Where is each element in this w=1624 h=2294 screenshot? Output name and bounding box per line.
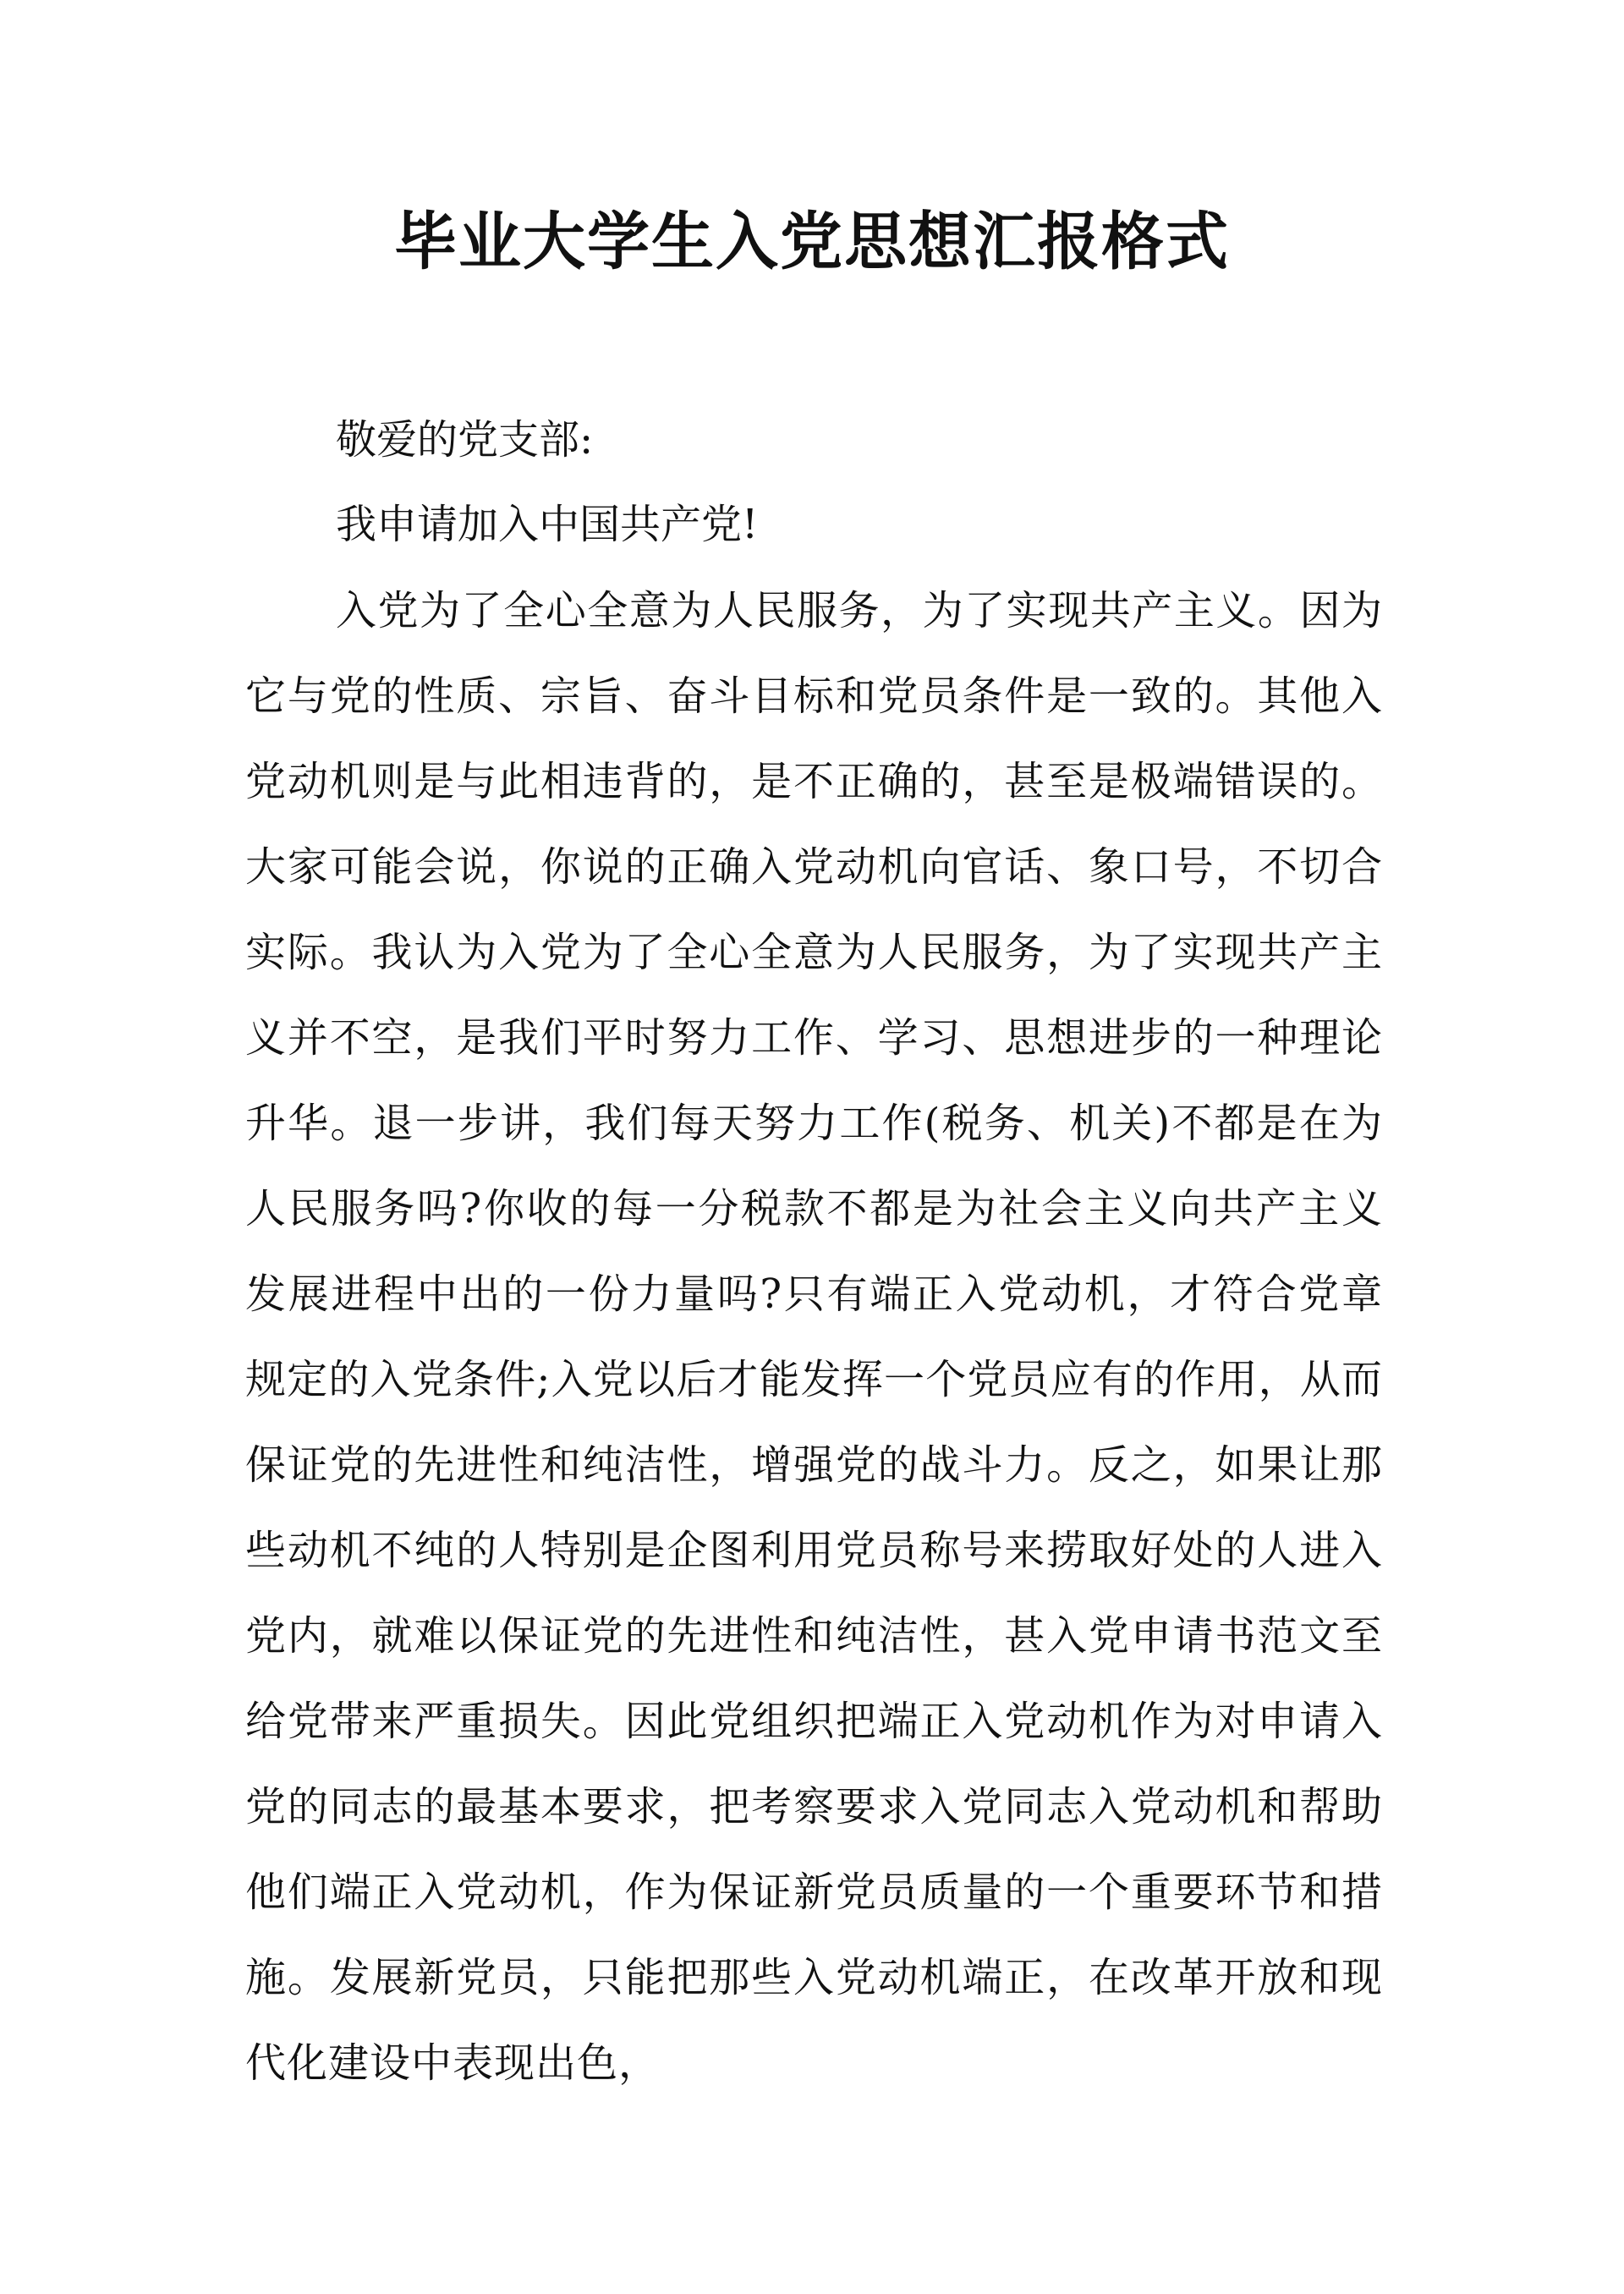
body-paragraph: 入党为了全心全意为人民服务，为了实现共产主义。因为它与党的性质、宗旨、奋斗目标和党员条件是一致的。其他入党动机则是与此相违背的，是不正确的，甚至是极端错误的。大家可能会说，你说的正确入党动机向官话、象口号，不切合实际。我认为入党为了全心全意为人民服务，为了实现共产主义并不空，是我们平时努力工作、学习、思想进步的一种理论升华。退一步讲，我们每天努力工作(税务、机关)不都是在为人民服务吗?你收的每一分税款不都是为社会主义向共产主义发展进程中出的一份力量吗?只有端正入党动机，才符合党章规定的入党条件;入党以后才能发挥一个党员应有的作用，从而保证党的先进性和纯洁性，增强党的战斗力。反之，如果让那些动机不纯的人特别是企图利用党员称号来捞取好处的人进入党内，就难以保证党的先进性和纯洁性，甚入党申请书范文至给党带来严重损失。因此党组织把端正入党动机作为对申请入党的同志的最基本要求，把考察要求入党同志入党动机和帮助他们端正入党动机，作为保证新党员质量的一个重要环节和措施。发展新党员，只能把那些入党动机端正，在改革开放和现代化建设中表现出色， <box>245 587 1383 2087</box>
document-title: 毕业大学生入党思想汇报格式 <box>394 206 1230 278</box>
opening-line: 我申请加入中国共产党! <box>336 501 759 548</box>
salutation: 敬爱的党支部: <box>336 416 594 464</box>
